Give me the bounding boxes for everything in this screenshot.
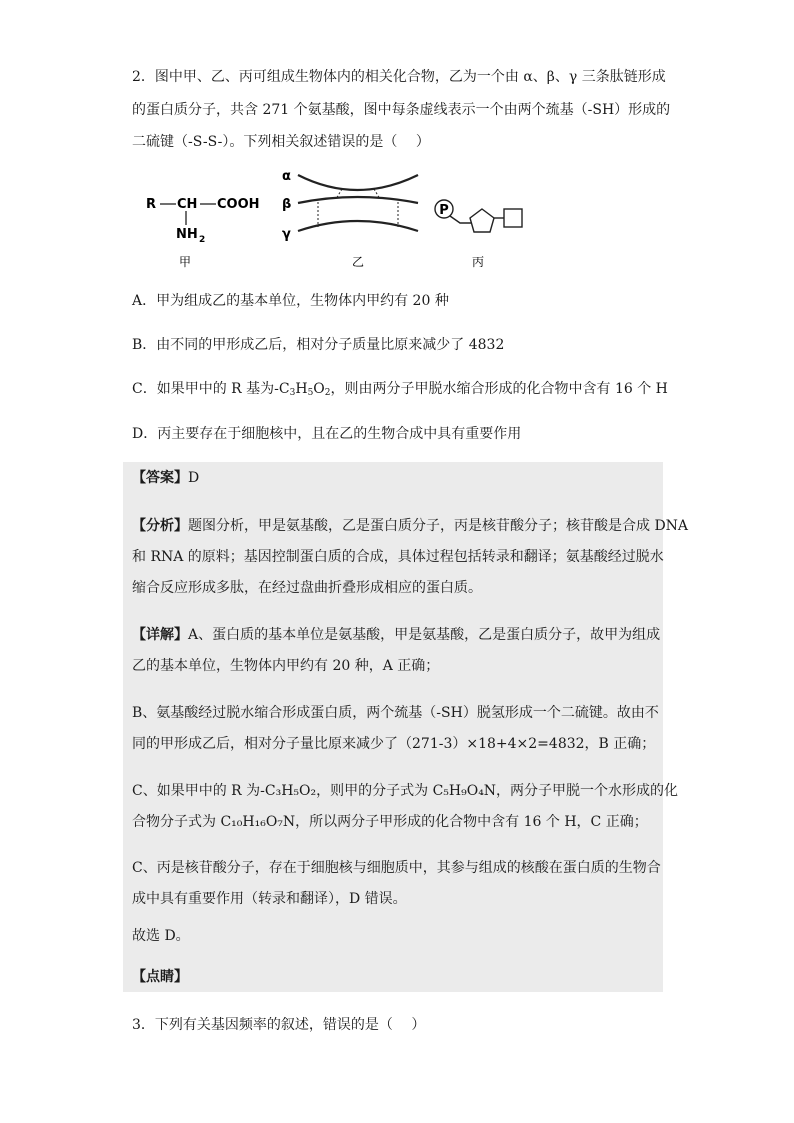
detail-line-d2: 成中具有重要作用（转录和翻译），D 错误。 (132, 891, 407, 907)
option-d: D．丙主要存在于细胞核中，且在乙的生物合成中具有重要作用 (132, 426, 522, 442)
detail-line-a2: 乙的基本单位，生物体内甲约有 20 种，A 正确； (132, 658, 440, 674)
formula-nh: NH (176, 227, 198, 242)
option-c-suffix: ，则由两分子甲脱水缩合形成的化合物中含有 16 个 H (330, 381, 668, 397)
chain-alpha (298, 175, 418, 190)
analysis-line-2: 和 RNA 的原料；基因控制蛋白质的合成，具体过程包括转录和翻译；氨基酸经过脱水 (132, 549, 664, 565)
detail-line-c2: 合物分子式为 C₁₀H₁₆O₇N，所以两分子甲形成的化合物中含有 16 个 H，C 正确； (132, 814, 648, 830)
question-2-line-3: 二硫键（-S-S-）。下列相关叙述错误的是（ ） (132, 134, 430, 150)
answer-value: D (188, 470, 200, 486)
analysis-text-1: 题图分析，甲是氨基酸，乙是蛋白质分子，丙是核苷酸分子；核苷酸是合成 DNA (188, 518, 689, 534)
nitrogenous-base (504, 209, 522, 227)
phosphate-sugar-bond (450, 216, 472, 223)
analysis-line-1 (132, 515, 689, 537)
option-c (132, 378, 668, 400)
answer-panel (123, 462, 679, 992)
formula-ch: CH (177, 197, 198, 212)
option-c-h: H (295, 381, 308, 397)
detail-line-b1: B、氨基酸经过脱水缩合形成蛋白质，两个巯基（-SH）脱氢形成一个二硫键。故由不 (132, 705, 659, 721)
analysis-label: 【分析】 (132, 518, 188, 534)
option-c-o: O (313, 381, 325, 397)
caption-jia: 甲 (178, 255, 192, 269)
option-c-prefix: C．如果甲中的 R 基为-C (132, 381, 290, 397)
caption-bing: 丙 (471, 255, 485, 269)
formula-cooh: COOH (217, 197, 260, 212)
pentose-sugar (470, 209, 494, 232)
answer-line (132, 467, 662, 489)
chain-beta-label: β (282, 197, 292, 212)
chain-gamma (298, 221, 418, 231)
option-c-sub-5: 5 (307, 388, 314, 398)
detail-label: 【详解】 (132, 627, 188, 643)
tip-label: 【点睛】 (132, 969, 188, 985)
option-c-sub-2: 2 (324, 388, 331, 398)
figure-svg (130, 165, 550, 275)
analysis-line-3: 缩合反应形成多肽，在经过盘曲折叠形成相应的蛋白质。 (132, 580, 482, 596)
chain-beta (298, 197, 418, 203)
answer-label: 【答案】 (132, 470, 188, 486)
detail-line-a1 (132, 624, 662, 646)
phosphate-label: P (439, 203, 449, 218)
question-3-line-1: 3．下列有关基因频率的叙述，错误的是（ ） (132, 1017, 426, 1033)
conclusion-line: 故选 D。 (132, 928, 190, 944)
detail-text-a1: A、蛋白质的基本单位是氨基酸，甲是氨基酸，乙是蛋白质分子，故甲为组成 (188, 627, 661, 643)
chain-alpha-label: α (282, 169, 291, 184)
question-figure (130, 165, 550, 275)
option-c-sub-3: 3 (289, 388, 296, 398)
formula-r: R (146, 197, 157, 212)
detail-line-b2: 同的甲形成乙后，相对分子量比原来减少了（271-3）×18+4×2=4832，B 正确； (132, 736, 656, 752)
option-b: B．由不同的甲形成乙后，相对分子质量比原来减少了 4832 (132, 337, 505, 353)
question-2-line-2: 的蛋白质分子，共含 271 个氨基酸，图中每条虚线表示一个由两个巯基（-SH）形成的 (132, 102, 671, 118)
option-a: A．甲为组成乙的基本单位，生物体内甲约有 20 种 (132, 293, 449, 309)
caption-yi: 乙 (351, 255, 365, 269)
question-2-line-1: 2．图中甲、乙、丙可组成生物体内的相关化合物，乙为一个由 α、β、γ 三条肽链形成 (132, 69, 666, 85)
detail-line-d1: C、丙是核苷酸分子，存在于细胞核与细胞质中，其参与组成的核酸在蛋白质的生物合 (132, 860, 661, 876)
detail-line-c1: C、如果甲中的 R 为-C₃H₅O₂，则甲的分子式为 C₅H₉O₄N，两分子甲脱一个水形成的化 (132, 783, 679, 799)
formula-nh-sub: 2 (199, 235, 206, 245)
chain-gamma-label: γ (282, 227, 291, 242)
